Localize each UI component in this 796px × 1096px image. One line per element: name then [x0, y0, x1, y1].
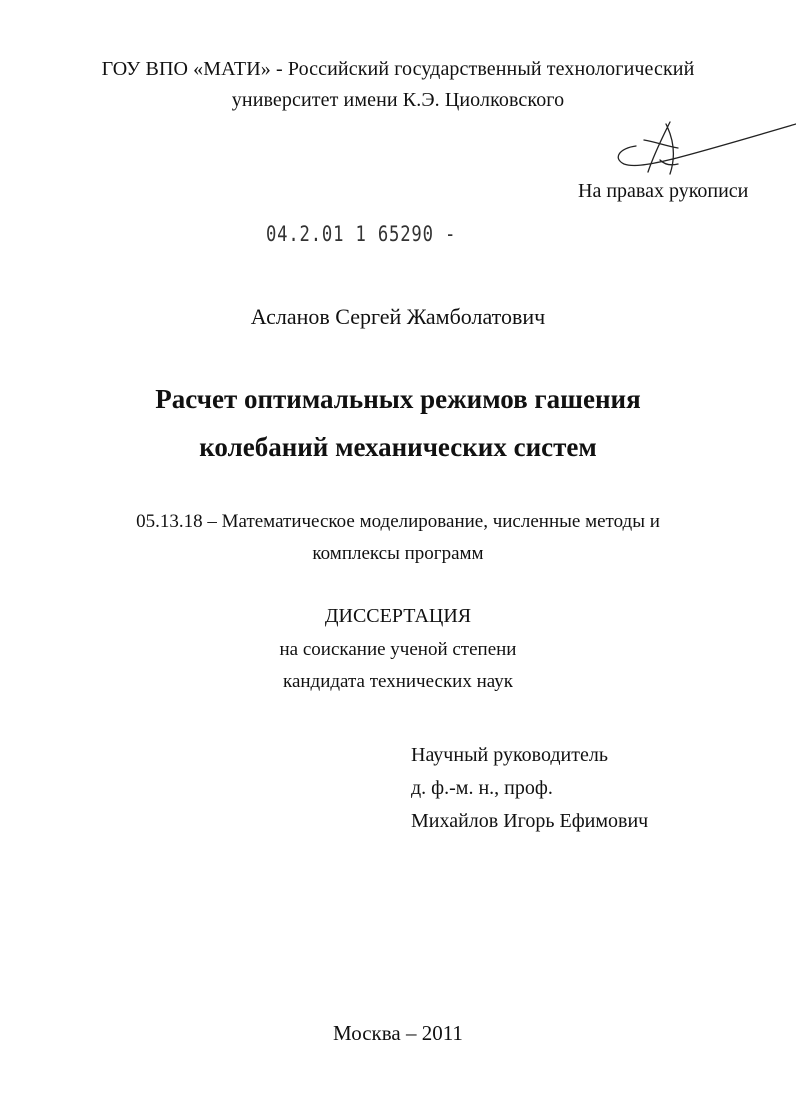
- supervisor-name: Михайлов Игорь Ефимович: [411, 810, 649, 832]
- manuscript-note: На правах рукописи: [578, 180, 749, 202]
- author-name: Асланов Сергей Жамболатович: [250, 304, 546, 329]
- organization-line-2: университет имени К.Э. Циолковского: [231, 89, 565, 111]
- degree-line-2: кандидата технических наук: [283, 671, 513, 692]
- archive-stamp-code: 04.2.01 1 65290 -: [266, 222, 457, 246]
- dissertation-title-line-1: Расчет оптимальных режимов гашения: [155, 384, 641, 414]
- supervisor-role: Научный руководитель: [411, 744, 608, 766]
- dissertation-title-line-2: колебаний механических систем: [199, 432, 597, 462]
- supervisor-rank: д. ф.-м. н., проф.: [411, 777, 553, 799]
- degree-line-1: на соискание ученой степени: [279, 639, 517, 660]
- organization-line-1: ГОУ ВПО «МАТИ» - Российский государственный технологический: [101, 58, 695, 80]
- document-type: ДИССЕРТАЦИЯ: [324, 605, 472, 627]
- specialty-line-1: 05.13.18 – Математическое моделирование, численные методы и: [136, 511, 660, 532]
- city-year: Москва – 2011: [333, 1021, 463, 1045]
- specialty-line-2: комплексы программ: [312, 543, 484, 564]
